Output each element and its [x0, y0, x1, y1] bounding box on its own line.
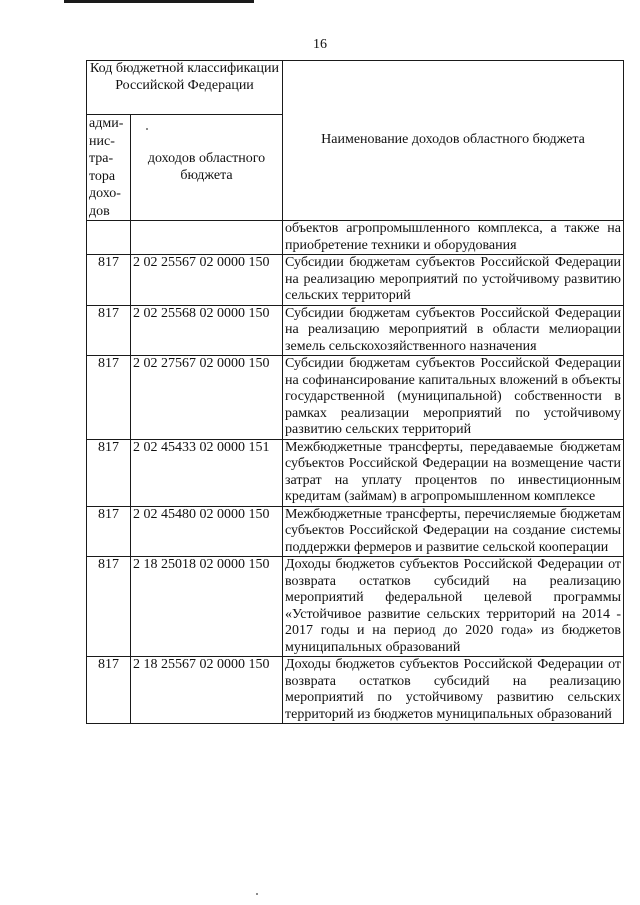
- admin-code-cell: 817: [87, 439, 131, 506]
- income-name-cell: Субсидии бюджетам субъектов Российской Федерации на реализацию мероприятий по устойчивому развитию сельских территорий: [283, 255, 624, 306]
- income-name-cell: Субсидии бюджетам субъектов Российской Федерации на софинансирование капитальных вложений в объекты государственной (муниципальной) собственности в рамках реализации мероприятий по устойчивому развитию сельских территорий: [283, 356, 624, 440]
- table-header: [87, 61, 624, 221]
- income-name-cell: Межбюджетные трансферты, передаваемые бюджетам субъектов Российской Федерации на возмещение части затрат на уплату процентов по инвестиционным кредитам (займам) в агропромышленном комплексе: [283, 439, 624, 506]
- table-row: [87, 439, 624, 506]
- admin-code-cell: 817: [87, 657, 131, 724]
- budget-code-cell: 2 18 25567 02 0000 150: [131, 657, 283, 724]
- income-name-cell: Доходы бюджетов субъектов Российской Федерации от возврата остатков субсидий на реализацию мероприятий федеральной целевой программы «Устойчивое развитие сельских территорий на 2014 - 2017 годы и на период до 2020 года» из бюджетов муниципальных образований: [283, 557, 624, 657]
- budget-code-cell: 2 02 45433 02 0000 151: [131, 439, 283, 506]
- admin-code-cell: 817: [87, 557, 131, 657]
- income-name-cell: Субсидии бюджетам субъектов Российской Федерации на реализацию мероприятий в области мелиорации земель сельскохозяйственного назначения: [283, 305, 624, 356]
- admin-code-cell: 817: [87, 255, 131, 306]
- income-name-cell: объектов агропромышленного комплекса, а также на приобретение техники и оборудования: [283, 221, 624, 255]
- scan-speck: [146, 128, 148, 130]
- table-row: [87, 657, 624, 724]
- table-row: [87, 356, 624, 440]
- budget-code-cell: [131, 221, 283, 255]
- budget-classification-table: [86, 60, 624, 724]
- page-number: 16: [313, 37, 327, 52]
- income-name-cell: Межбюджетные трансферты, перечисляемые бюджетам субъектов Российской Федерации на создание системы поддержки фермеров и развитие сельской кооперации: [283, 506, 624, 557]
- header-administrator: адми-нис-тра-тора дохо-дов: [87, 115, 131, 221]
- admin-code-cell: [87, 221, 131, 255]
- admin-code-cell: 817: [87, 506, 131, 557]
- top-edge-rule: [64, 0, 254, 3]
- budget-code-cell: 2 02 27567 02 0000 150: [131, 356, 283, 440]
- budget-code-cell: 2 02 45480 02 0000 150: [131, 506, 283, 557]
- header-classification-code: Код бюджетной классификации Российской Федерации: [87, 61, 283, 115]
- budget-code-cell: 2 02 25567 02 0000 150: [131, 255, 283, 306]
- table-row: [87, 506, 624, 557]
- table-row: [87, 305, 624, 356]
- scan-speck: [256, 893, 258, 895]
- income-name-cell: Доходы бюджетов субъектов Российской Федерации от возврата остатков субсидий на реализацию мероприятий по устойчивому развитию сельских территорий из бюджетов муниципальных образований: [283, 657, 624, 724]
- admin-code-cell: 817: [87, 356, 131, 440]
- header-income-name: Наименование доходов областного бюджета: [283, 61, 624, 221]
- admin-code-cell: 817: [87, 305, 131, 356]
- table-row: [87, 221, 624, 255]
- budget-code-cell: 2 02 25568 02 0000 150: [131, 305, 283, 356]
- header-regional-income: доходов областного бюджета: [131, 115, 283, 221]
- table-row: [87, 557, 624, 657]
- table-body: [87, 221, 624, 724]
- table-row: [87, 255, 624, 306]
- budget-code-cell: 2 18 25018 02 0000 150: [131, 557, 283, 657]
